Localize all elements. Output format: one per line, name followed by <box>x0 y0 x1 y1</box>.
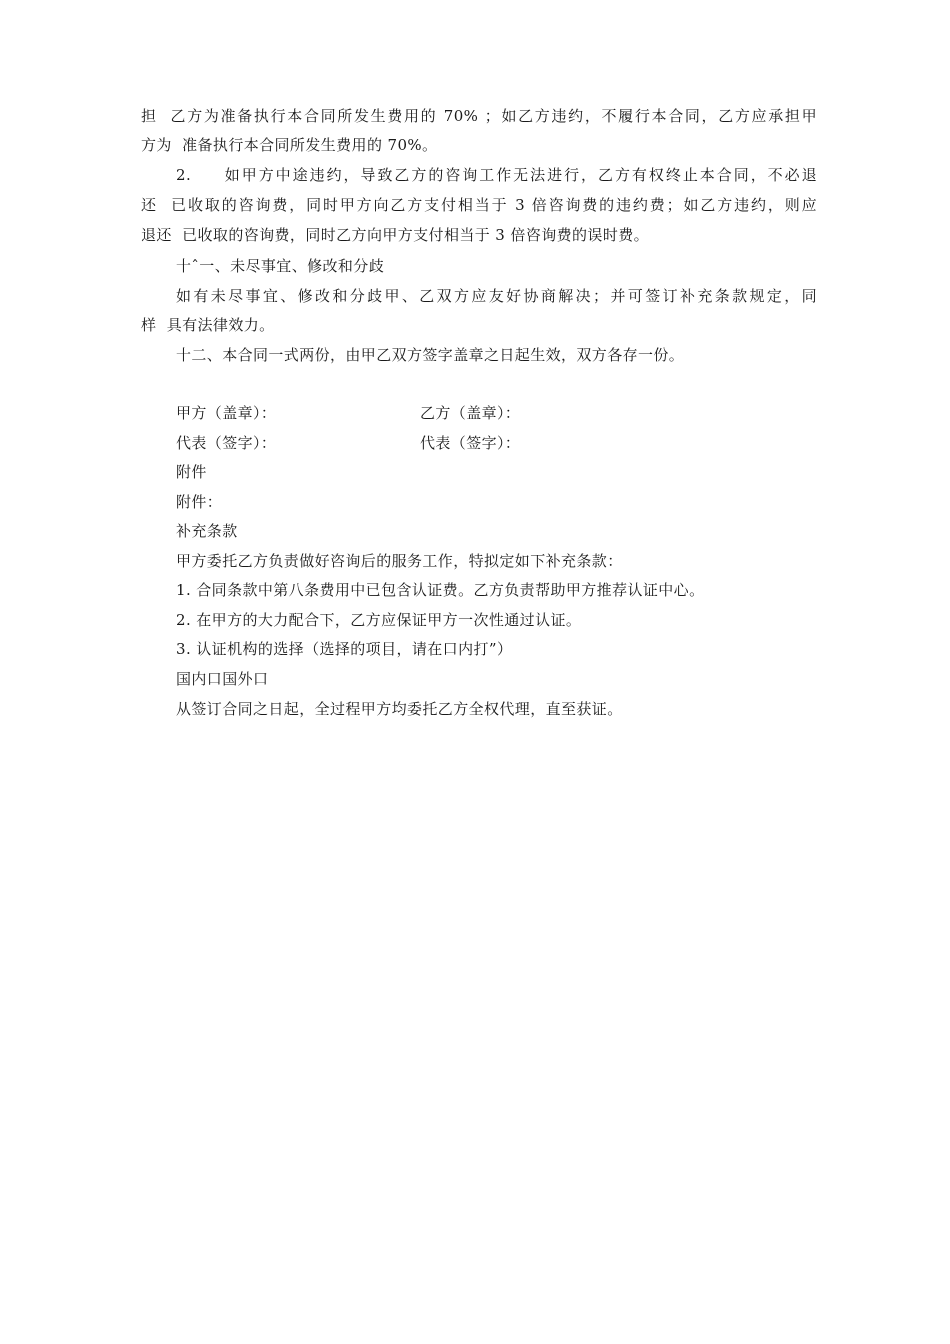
paragraph-1-line-1: 担 乙方为准备执行本合同所发生费用的 70% ；如乙方违约，不履行本合同，乙方应承担甲 <box>141 107 817 125</box>
closing-statement: 从签订合同之日起，全过程甲方均委托乙方全权代理，直至获证。 <box>176 700 623 718</box>
supplement-item-3: 3. 认证机构的选择（选择的项目，请在口内打”） <box>176 640 513 658</box>
attachment-label: 附件： <box>176 493 223 511</box>
paragraph-2-line-3: 退还 已收取的咨询费，同时乙方向甲方支付相当于 3 倍咨询费的误时费。 <box>141 226 650 244</box>
paragraph-2-line-2: 还 已收取的咨询费，同时甲方向乙方支付相当于 3 倍咨询费的违约费；如乙方违约，则应 <box>141 196 817 214</box>
section-11-body-line-2: 样 具有法律效力。 <box>141 316 275 334</box>
supplement-title: 补充条款 <box>176 522 238 540</box>
paragraph-2-line-1: 2. 如甲方中途违约，导致乙方的咨询工作无法进行，乙方有权终止本合同，不必退 <box>176 166 817 184</box>
section-12: 十二、本合同一式两份，由甲乙双方签字盖章之日起生效，双方各存一份。 <box>176 346 685 364</box>
paragraph-1-line-2: 方为 准备执行本合同所发生费用的 70%。 <box>141 136 438 154</box>
supplement-item-1: 1. 合同条款中第八条费用中已包含认证费。乙方负责帮助甲方推荐认证中心。 <box>176 581 705 599</box>
options-line: 国内口国外口 <box>176 670 269 688</box>
party-b-seal-label: 乙方（盖章）： <box>420 404 521 422</box>
party-b-rep-label: 代表（签字）： <box>420 434 521 452</box>
supplement-intro: 甲方委托乙方负责做好咨询后的服务工作，特拟定如下补充条款： <box>176 552 623 570</box>
supplement-item-2: 2. 在甲方的大力配合下，乙方应保证甲方一次性通过认证。 <box>176 611 582 629</box>
party-a-seal-label: 甲方（盖章）： <box>176 404 277 422</box>
attachment-heading: 附件 <box>176 463 207 481</box>
section-11-title: 十ˆ一、未尽事宜、修改和分歧 <box>176 257 385 275</box>
section-11-body-line-1: 如有未尽事宜、修改和分歧甲、乙双方应友好协商解决；并可签订补充条款规定，同 <box>176 287 817 305</box>
party-a-rep-label: 代表（签字）： <box>176 434 277 452</box>
